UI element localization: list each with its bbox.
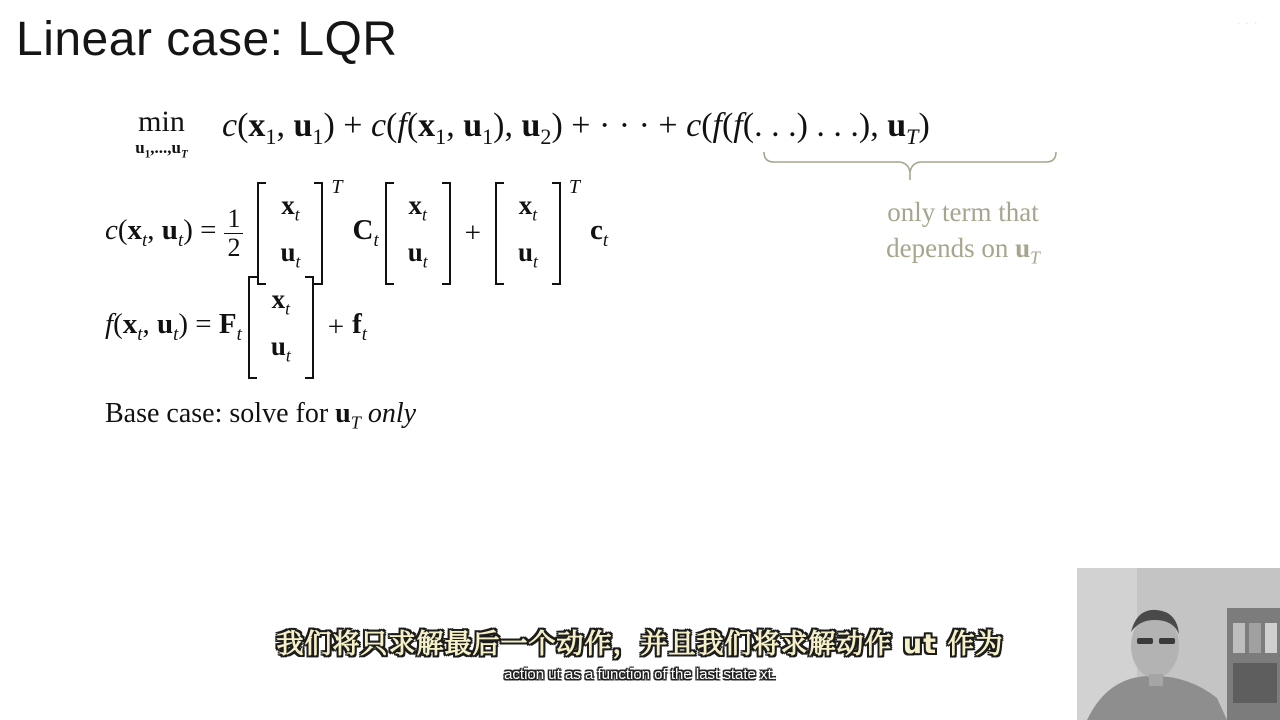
annotation-only-term <box>858 194 1068 275</box>
presenter-webcam-icon <box>1077 568 1280 720</box>
presenter-webcam <box>1077 568 1280 720</box>
slide-title: Linear case: LQR <box>16 13 398 66</box>
objective-expression: $c(x_1$, $u_1) + c(f(x_1$, $u_1$), $u_2$) + · · · + c(f(f(. . .) . . .), $u_T$) <box>222 107 930 149</box>
min-operator <box>104 104 219 164</box>
base-case-suffix: only <box>367 398 417 429</box>
min-word: min <box>138 105 185 138</box>
dynamics-equation: $f(x_t$, $u_t) = F_t$ $x_t$ $u_t$ + $f_t$ <box>105 276 367 379</box>
state-action-vector: $x_t$ $u_t$ <box>385 182 451 285</box>
subtitle-chinese: 我们将只求解最后一个动作，并且我们将求解动作 ut 作为 <box>276 629 1004 660</box>
state-action-vector: $x_t$ $u_t$ <box>248 276 314 379</box>
annotation-line-1: only term that <box>887 197 1039 227</box>
base-case-prefix: Base case: solve for <box>105 398 329 429</box>
base-case-text: Base case: solve for $u_T$ only <box>105 398 417 433</box>
watermark: · · · <box>1236 14 1258 30</box>
annotation-line-2: depends on $u_T$ <box>886 233 1040 268</box>
subtitle-english: action ut as a function of the last state xt. <box>504 666 776 683</box>
one-half-fraction: $\frac{1}{2}$ <box>224 205 243 262</box>
underbrace <box>762 150 1062 184</box>
annotation-line-2-text: depends on <box>886 233 1009 263</box>
min-subscript: $u_1,...,u_T$ <box>135 138 188 161</box>
cost-function-equation: $c(x_t$, $u_t$) = $\frac{1}{2}$ $x_t$ $u_t$ T $C_t$ $x_t$ $u_t$ + $x_t$ $u_t$ T $c_t$ <box>105 182 608 285</box>
state-action-vector: $x_t$ $u_t$ <box>495 182 561 285</box>
state-action-vector: $x_t$ $u_t$ <box>257 182 323 285</box>
